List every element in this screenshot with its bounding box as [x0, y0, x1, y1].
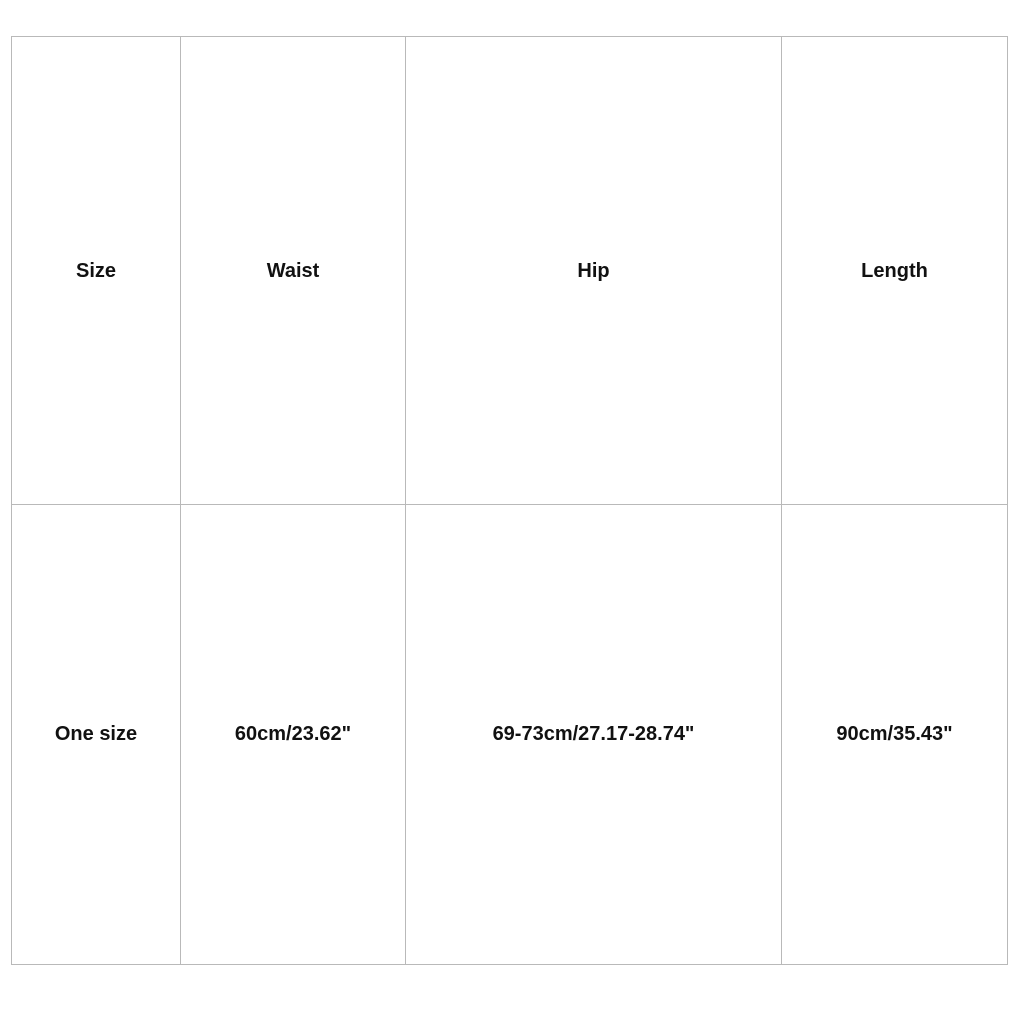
header-waist-label: Waist [266, 260, 320, 282]
hip-value: 69-73cm/27.17-28.74" [492, 723, 695, 745]
header-size-label: Size [75, 260, 117, 282]
header-cell-hip [406, 37, 782, 505]
header-cell-waist [181, 37, 406, 505]
waist-value: 60cm/23.62" [234, 723, 352, 745]
length-value: 90cm/35.43" [836, 723, 953, 745]
table-row [12, 505, 1008, 965]
cell-waist-value [181, 505, 406, 965]
header-hip-label: Hip [577, 260, 610, 282]
table-header-row [12, 37, 1008, 505]
size-chart-table [11, 36, 1008, 965]
size-value: One size [54, 723, 138, 745]
cell-size-value [12, 505, 181, 965]
cell-hip-value [406, 505, 782, 965]
header-cell-size [12, 37, 181, 505]
header-cell-length [782, 37, 1008, 505]
cell-length-value [782, 505, 1008, 965]
header-length-label: Length [861, 260, 928, 282]
